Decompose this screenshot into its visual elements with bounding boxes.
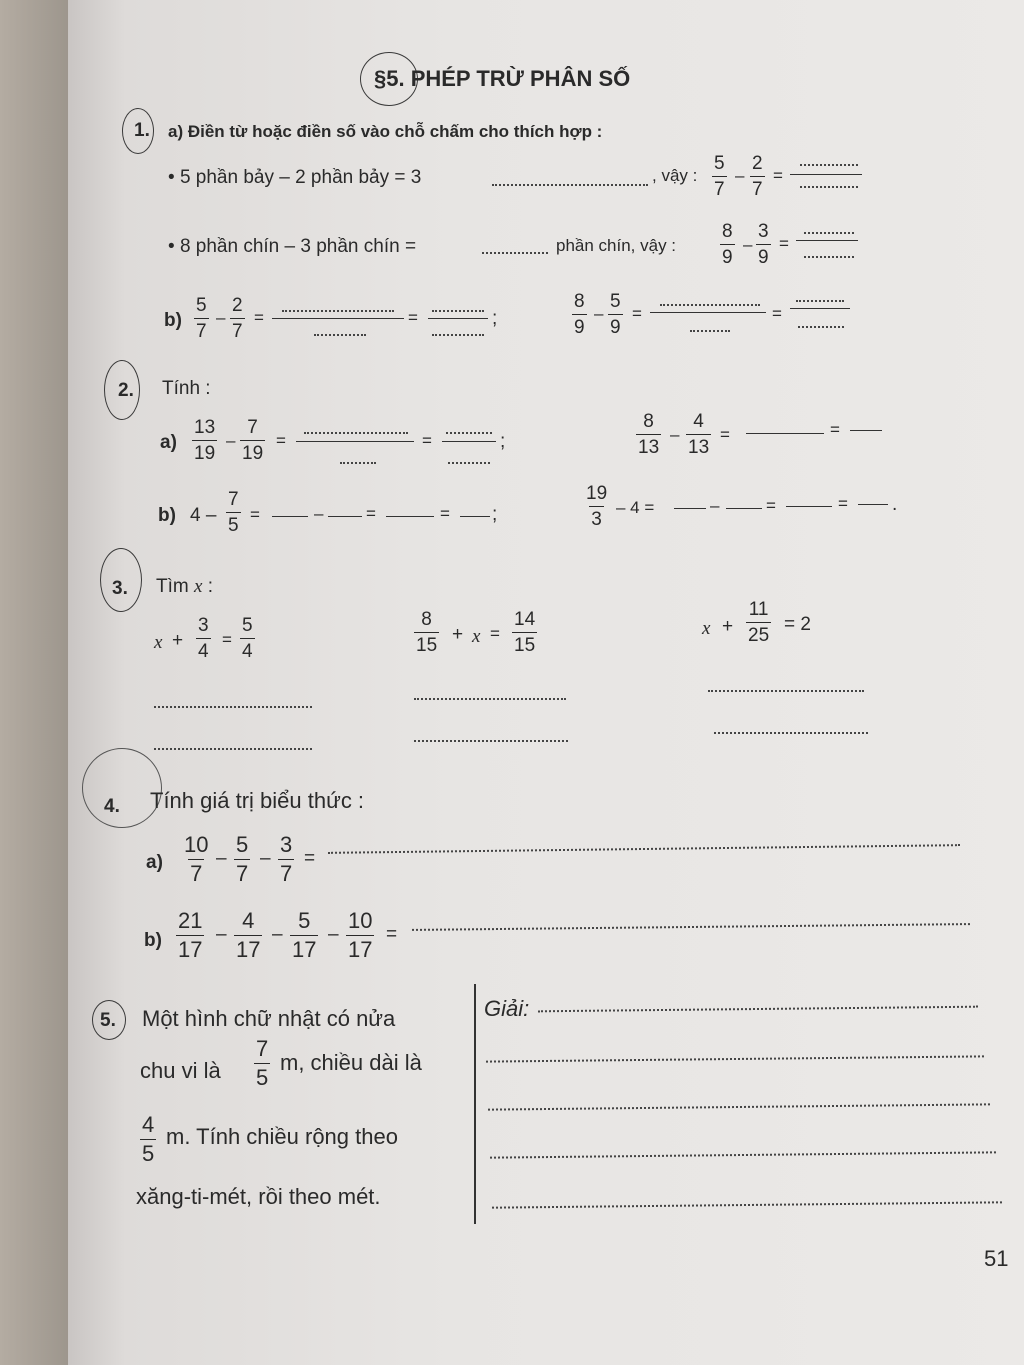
minus-sign: – [670, 425, 680, 444]
frac-7-19: $\frac{7}{19}$ [242, 417, 264, 464]
answer-line[interactable] [272, 516, 308, 517]
ex2-number: 2. [118, 380, 134, 401]
answer-dotted-line[interactable] [414, 740, 568, 742]
answer-line[interactable] [674, 508, 706, 509]
ex1-a-instruction: a) Điền từ hoặc điền số vào chỗ chấm cho thích hợp : [168, 122, 603, 141]
equals-sign: = [490, 624, 500, 643]
variable-x: x [154, 632, 163, 653]
ex2-title: Tính : [162, 378, 211, 399]
answer-line[interactable] [386, 516, 434, 517]
answer-fraction-bar [442, 441, 496, 442]
minus-sign: – [710, 496, 720, 515]
frac-5-7: $\frac{5}{7}$ [714, 153, 725, 200]
variable-x: x [194, 576, 203, 597]
answer-denominator-blank[interactable] [340, 462, 376, 464]
semicolon: ; [492, 504, 498, 525]
frac-3-9: $\frac{3}{9}$ [758, 221, 769, 268]
ex3-title [156, 576, 213, 598]
ex1-bullet1: • 5 phần bảy – 2 phần bảy = 3 [168, 167, 422, 188]
frac-2-7: $\frac{2}{7}$ [752, 153, 763, 200]
answer-dotted-line[interactable] [708, 690, 864, 692]
ex3-title-colon: : [207, 576, 213, 597]
frac-10-7: $\frac{10}{7}$ [184, 832, 209, 886]
ex5-line2a: chu vi là [140, 1058, 221, 1083]
ex2-b-left-operand: 4 – [190, 505, 217, 526]
frac-11-25: $\frac{11}{25}$ [748, 599, 770, 646]
answer-denominator-blank[interactable] [432, 334, 484, 336]
variable-x: x [472, 626, 481, 647]
equals-sign: = [250, 505, 260, 524]
answer-fraction-bar [650, 312, 766, 313]
frac-8-9: $\frac{8}{9}$ [722, 221, 733, 268]
answer-fraction-bar [428, 318, 488, 319]
answer-dotted-line[interactable] [414, 698, 566, 700]
ex4-title: Tính giá trị biểu thức : [150, 788, 365, 813]
ex1-number: 1. [134, 120, 150, 141]
page-number: 51 [984, 1246, 1009, 1271]
minus-sign: – [743, 235, 753, 254]
frac-5-4: $\frac{5}{4}$ [242, 615, 253, 662]
frac-13-19: $\frac{13}{19}$ [194, 417, 216, 464]
answer-line[interactable] [858, 504, 888, 505]
frac-5-7: $\frac{5}{7}$ [236, 832, 249, 886]
ex3-number: 3. [112, 578, 128, 599]
semicolon: ; [500, 431, 506, 452]
frac-5-17: $\frac{5}{17}$ [292, 908, 317, 962]
equals-sign: = [773, 166, 783, 185]
equals-sign: = [779, 234, 789, 253]
frac-5-7: $\frac{5}{7}$ [196, 295, 207, 342]
answer-line[interactable] [460, 516, 490, 517]
minus-sign: – [226, 431, 236, 450]
minus-sign: – [594, 304, 604, 323]
ex1-blank-2[interactable] [482, 252, 548, 254]
equals-sign: = [254, 308, 264, 327]
equals-sign: = [766, 496, 776, 515]
frac-7-5: $\frac{7}{5}$ [256, 1036, 269, 1090]
semicolon: ; [492, 308, 498, 329]
answer-line[interactable] [328, 516, 362, 517]
answer-line[interactable] [726, 508, 762, 509]
frac-8-15: $\frac{8}{15}$ [416, 609, 438, 656]
answer-fraction-bar [272, 318, 404, 319]
equals-sign: = [386, 924, 398, 945]
ex1-vay-1: , vậy : [652, 166, 698, 185]
equals-sign: = [720, 425, 730, 444]
frac-4-5: $\frac{4}{5}$ [142, 1112, 155, 1166]
ex1-blank-1[interactable] [492, 184, 648, 186]
period: . [892, 494, 898, 515]
ex5-line3: m. Tính chiều rộng theo [166, 1124, 398, 1149]
answer-denominator-blank[interactable] [690, 330, 730, 332]
answer-numerator-blank[interactable] [804, 232, 854, 234]
equals-sign: = [838, 494, 848, 513]
ex2-b-right-operand: – 4 = [616, 498, 655, 517]
plus-sign: + [452, 624, 464, 645]
equals-sign: = [830, 420, 840, 439]
answer-numerator-blank[interactable] [282, 310, 394, 312]
workbook-page [68, 0, 1024, 1365]
equals-sign: = [366, 504, 376, 523]
ex1-bullet2-mid: phần chín, vậy : [556, 236, 677, 255]
answer-numerator-blank[interactable] [796, 300, 844, 302]
bullet1-text: 5 phần bảy – 2 phần bảy = 3 [179, 167, 422, 188]
minus-sign: – [314, 504, 324, 523]
ex4-b-label: b) [144, 930, 162, 951]
plus-sign: + [172, 630, 184, 651]
answer-denominator-blank[interactable] [448, 462, 490, 464]
left-page-edge [0, 0, 68, 1365]
frac-5-9: $\frac{5}{9}$ [610, 291, 621, 338]
minus-sign: – [216, 848, 227, 869]
equals-sign: = [276, 431, 286, 450]
ex4-number: 4. [104, 796, 120, 817]
minus-sign: – [216, 924, 227, 945]
equals-sign: = [408, 308, 418, 327]
answer-denominator-blank[interactable] [804, 256, 854, 258]
minus-sign: – [328, 924, 339, 945]
bullet2-text: 8 phần chín – 3 phần chín = [179, 236, 417, 257]
frac-4-13: $\frac{4}{13}$ [688, 411, 710, 458]
frac-7-5: $\frac{7}{5}$ [228, 489, 239, 536]
frac-8-9: $\frac{8}{9}$ [574, 291, 585, 338]
solution-label: Giải: [484, 996, 530, 1021]
frac-8-13: $\frac{8}{13}$ [638, 411, 660, 458]
ex3-title-text: Tìm [156, 576, 189, 597]
frac-10-17: $\frac{10}{17}$ [348, 908, 373, 962]
answer-dotted-line[interactable] [154, 748, 312, 750]
ex5-line1: Một hình chữ nhật có nửa [142, 1006, 396, 1031]
frac-4-17: $\frac{4}{17}$ [236, 908, 261, 962]
minus-sign: – [216, 308, 226, 327]
answer-denominator-blank[interactable] [314, 334, 366, 336]
equals-sign: = [422, 431, 432, 450]
equals-sign: = [440, 504, 450, 523]
ex5-line4: xăng-ti-mét, rồi theo mét. [136, 1184, 381, 1209]
frac-2-7: $\frac{2}{7}$ [232, 295, 243, 342]
ex4-a-label: a) [146, 852, 163, 873]
answer-numerator-blank[interactable] [304, 432, 408, 434]
solution-divider [474, 984, 476, 1224]
variable-x: x [702, 618, 711, 639]
minus-sign: – [735, 166, 745, 185]
answer-dotted-line[interactable] [154, 706, 312, 708]
equals-two: = 2 [784, 614, 811, 635]
answer-line[interactable] [746, 433, 824, 434]
answer-fraction-bar [790, 174, 862, 175]
equals-sign: = [772, 304, 782, 323]
frac-3-7: $\frac{3}{7}$ [280, 832, 293, 886]
answer-line[interactable] [850, 430, 882, 431]
answer-numerator-blank[interactable] [446, 432, 492, 434]
frac-21-17: $\frac{21}{17}$ [178, 908, 203, 962]
ex5-number: 5. [100, 1010, 116, 1031]
answer-fraction-bar [790, 308, 850, 309]
ex1-bullet2: • 8 phần chín – 3 phần chín = [168, 236, 417, 257]
answer-numerator-blank[interactable] [800, 164, 858, 166]
minus-sign: – [272, 924, 283, 945]
answer-numerator-blank[interactable] [432, 310, 484, 312]
page-title: §5. PHÉP TRỪ PHÂN SỐ [374, 66, 631, 91]
frac-14-15: $\frac{14}{15}$ [514, 609, 536, 656]
answer-denominator-blank[interactable] [800, 186, 858, 188]
frac-19-3: $\frac{19}{3}$ [586, 483, 608, 530]
plus-sign: + [722, 616, 734, 637]
ex2-a-label: a) [160, 432, 177, 453]
ex2-b-label: b) [158, 505, 176, 526]
equals-sign: = [304, 848, 316, 869]
answer-dotted-line[interactable] [714, 732, 868, 734]
answer-fraction-bar [296, 441, 414, 442]
ex1-b-label: b) [164, 310, 182, 331]
answer-denominator-blank[interactable] [798, 326, 844, 328]
answer-line[interactable] [786, 506, 832, 507]
answer-fraction-bar [796, 240, 858, 241]
frac-3-4: $\frac{3}{4}$ [198, 615, 209, 662]
equals-sign: = [632, 304, 642, 323]
ex5-line2b: m, chiều dài là [280, 1050, 422, 1075]
answer-numerator-blank[interactable] [660, 304, 760, 306]
equals-sign: = [222, 630, 232, 649]
minus-sign: – [260, 848, 271, 869]
